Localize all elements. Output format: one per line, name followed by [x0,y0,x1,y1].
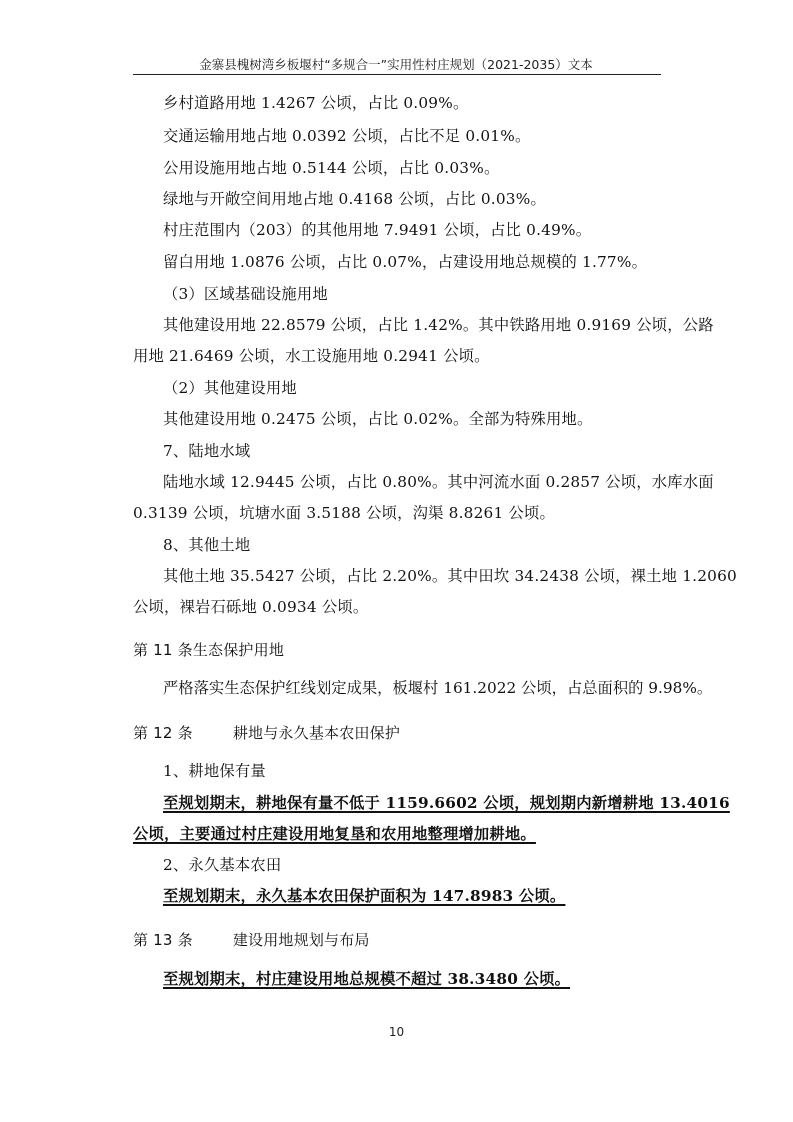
paragraph-line: 交通运输用地占地 0.0392 公顷，占比不足 0.01%。 [163,127,531,145]
article-13-heading [133,930,370,950]
article-title: 耕地与永久基本农田保护 [232,724,401,742]
emphasized-line: 至规划期末，耕地保有量不低于 1159.6602 公顷，规划期内新增耕地 13.4016 [163,794,730,812]
subsection-heading: 1、耕地保有量 [163,762,266,780]
article-number: 第 12 条 [133,724,193,742]
paragraph-line: 公用设施用地占地 0.5144 公顷，占比 0.03%。 [163,159,500,177]
subsection-heading: （3）区域基础设施用地 [163,285,328,303]
paragraph-line: 乡村道路用地 1.4267 公顷，占比 0.09%。 [163,94,469,112]
header-divider [133,74,661,75]
subsection-heading: 2、永久基本农田 [163,856,282,874]
article-number: 第 13 条 [133,931,193,949]
paragraph-line: 绿地与开敞空间用地占地 0.4168 公顷，占比 0.03%。 [163,190,546,208]
paragraph-line: 其他建设用地 22.8579 公顷，占比 1.42%。其中铁路用地 0.9169 公顷，公路 [163,316,714,334]
subsection-heading: 8、其他土地 [163,536,251,554]
paragraph-line: 严格落实生态保护红线划定成果，板堰村 161.2022 公顷，占总面积的 9.98%。 [163,679,713,697]
paragraph-line: 用地 21.6469 公顷，水工设施用地 0.2941 公顷。 [133,347,490,365]
paragraph-line: 其他土地 35.5427 公顷，占比 2.20%。其中田坎 34.2438 公顷，裸土地 1.2060 [163,567,737,585]
paragraph-line: 村庄范围内（203）的其他用地 7.9491 公顷，占比 0.49%。 [163,221,592,239]
article-11-heading: 第 11 条生态保护用地 [133,641,285,659]
page-number: 10 [388,1025,405,1039]
paragraph-line: 0.3139 公顷，坑塘水面 3.5188 公顷，沟渠 8.8261 公顷。 [133,504,555,522]
subsection-heading: （2）其他建设用地 [163,379,297,397]
paragraph-line: 留白用地 1.0876 公顷，占比 0.07%，占建设用地总规模的 1.77%。 [163,253,648,271]
article-title: 建设用地规划与布局 [232,931,370,949]
paragraph-line: 其他建设用地 0.2475 公顷，占比 0.02%。全部为特殊用地。 [163,410,593,428]
emphasized-line: 至规划期末，永久基本农田保护面积为 147.8983 公顷。 [163,887,566,905]
emphasized-line: 公顷，主要通过村庄建设用地复垦和农用地整理增加耕地。 [133,825,536,843]
paragraph-line: 陆地水域 12.9445 公顷，占比 0.80%。其中河流水面 0.2857 公顷，水库水面 [163,473,714,491]
running-header: 金寨县槐树湾乡板堰村“多规合一”实用性村庄规划（2021-2035）文本 [199,57,593,72]
emphasized-line: 至规划期末，村庄建设用地总规模不超过 38.3480 公顷。 [163,970,571,988]
subsection-heading: 7、陆地水域 [163,442,251,460]
article-12-heading [133,723,400,743]
paragraph-line: 公顷，裸岩石砾地 0.0934 公顷。 [133,598,369,616]
